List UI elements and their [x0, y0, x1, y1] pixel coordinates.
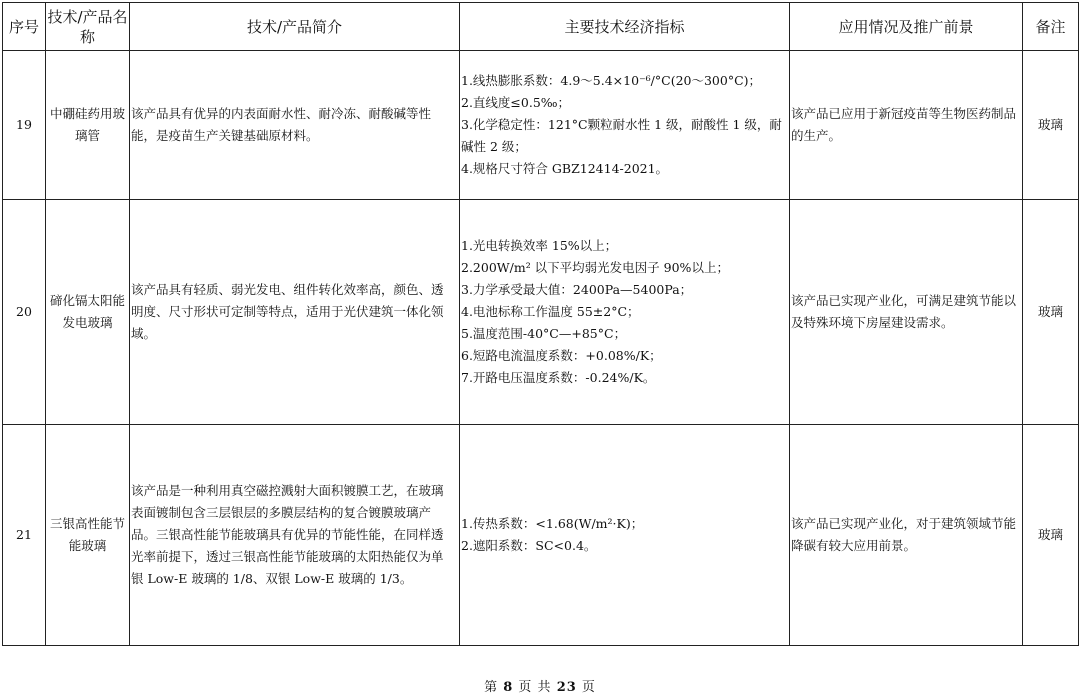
indicator-item: 1.传热系数：<1.68(W/m²·K)； [461, 516, 644, 531]
cell-num: 21 [3, 425, 46, 646]
cell-name: 碲化镉太阳能发电玻璃 [46, 200, 130, 425]
cell-intro: 该产品是一种利用真空磁控溅射大面积镀膜工艺，在玻璃表面镀制包含三层银层的多膜层结构的复合镀膜玻璃产品。三银高性能节能玻璃具有优异的节能性能，在同样透光率前提下，透过三银高性能节能玻璃的太阳热能仅为单银 Low-E 玻璃的 1/8、双银 Low-E 玻璃的 1/3。 [130, 425, 460, 646]
footer-suffix: 页 [581, 680, 596, 695]
indicator-item: 7.开路电压温度系数：-0.24%/K。 [461, 370, 656, 385]
header-intro: 技术/产品简介 [130, 3, 460, 51]
indicator-item: 4.电池标称工作温度 55±2°C； [461, 304, 640, 319]
indicator-item: 1.光电转换效率 15%以上； [461, 238, 618, 253]
cell-indicators [460, 51, 790, 200]
cell-indicators [460, 425, 790, 646]
header-note: 备注 [1023, 3, 1079, 51]
cell-indicators [460, 200, 790, 425]
page-footer [0, 676, 1080, 695]
table-row [3, 200, 1079, 425]
cell-note: 玻璃 [1023, 200, 1079, 425]
cell-note: 玻璃 [1023, 425, 1079, 646]
header-num: 序号 [3, 3, 46, 51]
indicator-item: 4.规格尺寸符合 GBZ12414-2021。 [461, 161, 669, 176]
cell-num: 19 [3, 51, 46, 200]
indicator-item: 5.温度范围-40°C—+85°C； [461, 326, 627, 341]
cell-name: 三银高性能节能玻璃 [46, 425, 130, 646]
product-table [2, 2, 1079, 646]
indicator-item: 2.直线度≤0.5‰； [461, 95, 571, 110]
header-indicators: 主要技术经济指标 [460, 3, 790, 51]
indicator-item: 6.短路电流温度系数：+0.08%/K； [461, 348, 662, 363]
indicator-item: 1.线热膨胀系数：4.9～5.4×10⁻⁶/°C(20～300°C)； [461, 73, 762, 88]
footer-total-pages: 23 [556, 680, 577, 695]
cell-application: 该产品已实现产业化，对于建筑领域节能降碳有较大应用前景。 [790, 425, 1023, 646]
header-row [3, 3, 1079, 51]
cell-note: 玻璃 [1023, 51, 1079, 200]
footer-page-number: 8 [503, 680, 514, 695]
document-page [2, 2, 1078, 646]
cell-intro: 该产品具有优异的内表面耐水性、耐冷冻、耐酸碱等性能，是疫苗生产关键基础原材料。 [130, 51, 460, 200]
footer-prefix: 第 [484, 680, 499, 695]
table-row [3, 425, 1079, 646]
indicator-item: 2.遮阳系数：SC<0.4。 [461, 538, 597, 553]
cell-num: 20 [3, 200, 46, 425]
footer-middle: 页 共 [518, 680, 552, 695]
indicator-item: 3.化学稳定性：121°C颗粒耐水性 1 级，耐酸性 1 级，耐碱性 2 级； [461, 117, 782, 154]
cell-application: 该产品已应用于新冠疫苗等生物医药制品的生产。 [790, 51, 1023, 200]
header-name: 技术/产品名称 [46, 3, 130, 51]
cell-name: 中硼硅药用玻璃管 [46, 51, 130, 200]
cell-intro: 该产品具有轻质、弱光发电、组件转化效率高，颜色、透明度、尺寸形状可定制等特点，适用于光伏建筑一体化领域。 [130, 200, 460, 425]
indicator-item: 2.200W/m² 以下平均弱光发电因子 90%以上； [461, 260, 729, 275]
indicator-item: 3.力学承受最大值：2400Pa—5400Pa； [461, 282, 693, 297]
cell-application: 该产品已实现产业化，可满足建筑节能以及特殊环境下房屋建设需求。 [790, 200, 1023, 425]
header-application: 应用情况及推广前景 [790, 3, 1023, 51]
table-row [3, 51, 1079, 200]
